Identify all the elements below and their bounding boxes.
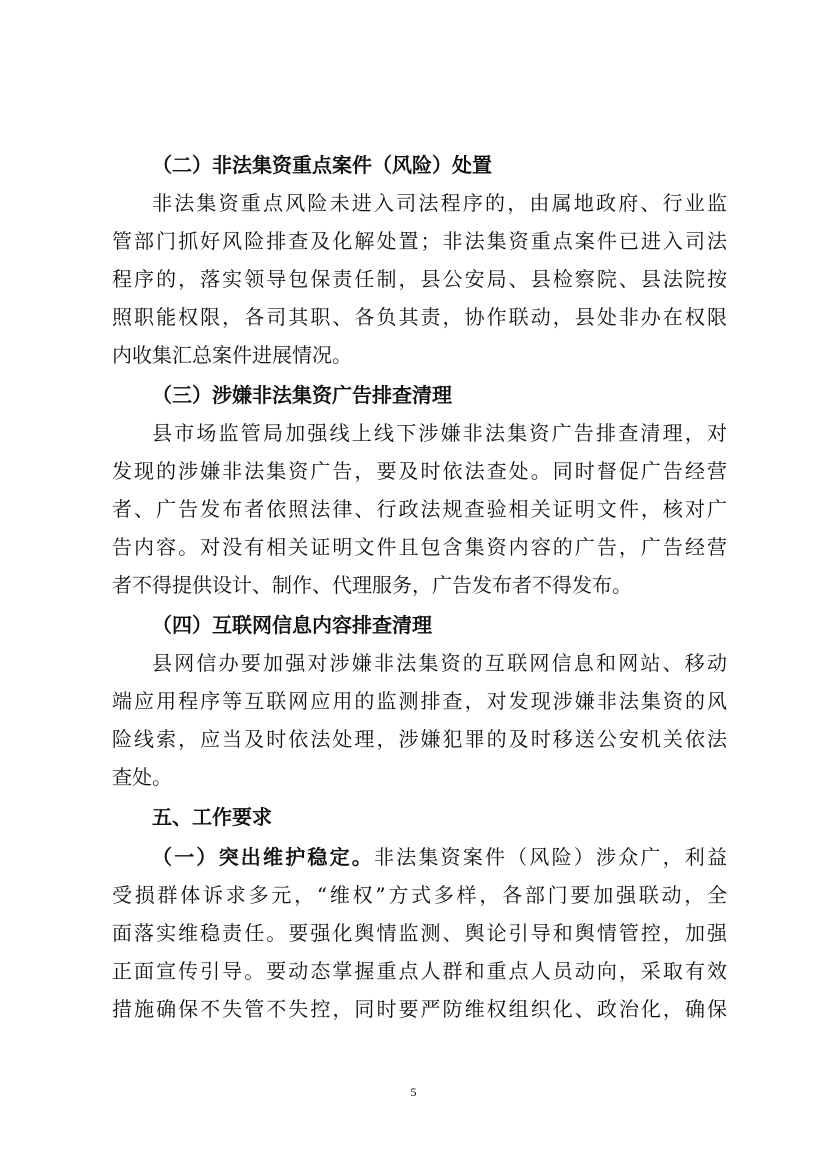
paragraph-line: 县网信办要加强对涉嫌非法集资的互联网信息和网站、移动 — [152, 651, 727, 675]
section-heading-3: （三）涉嫌非法集资广告排查清理 — [152, 383, 452, 407]
section-heading-2: （二）非法集资重点案件（风险）处置 — [152, 153, 492, 177]
paragraph-line: 受损群体诉求多元，“维权”方式多样，各部门要加强联动，全 — [112, 883, 727, 907]
paragraph-line: 端应用程序等互联网应用的监测排查，对发现涉嫌非法集资的风 — [112, 689, 727, 713]
paragraph-line: 内收集汇总案件进展情况。 — [112, 343, 352, 367]
paragraph-line: 发现的涉嫌非法集资广告，要及时依法查处。同时督促广告经营 — [112, 459, 727, 483]
paragraph-line: 者不得提供设计、制作、代理服务，广告发布者不得发布。 — [112, 573, 632, 597]
paragraph-line: 险线索，应当及时依法处理，涉嫌犯罪的及时移送公安机关依法 — [112, 727, 727, 751]
paragraph-line: 者、广告发布者依照法律、行政法规查验相关证明文件，核对广 — [112, 497, 727, 521]
lead-rest-text: 非法集资案件（风险）涉众广，利益 — [374, 845, 727, 869]
bold-lead-text: （一）突出维护稳定。 — [152, 845, 374, 869]
section-heading-4: （四）互联网信息内容排查清理 — [152, 613, 432, 637]
paragraph-line: 管部门抓好风险排查及化解处置；非法集资重点案件已进入司法 — [112, 229, 727, 253]
section-heading-5: 五、工作要求 — [152, 805, 272, 829]
paragraph-line: 正面宣传引导。要动态掌握重点人群和重点人员动向，采取有效 — [112, 959, 727, 983]
paragraph-line: 县市场监管局加强线上线下涉嫌非法集资广告排查清理，对 — [152, 421, 727, 445]
paragraph-line: 措施确保不失管不失控，同时要严防维权组织化、政治化，确保 — [112, 997, 727, 1021]
paragraph-line-with-bold-lead — [152, 839, 727, 875]
paragraph-line: 查处。 — [112, 765, 172, 789]
page-number: 5 — [410, 1085, 417, 1099]
paragraph-line: 照职能权限，各司其职、各负其责，协作联动，县处非办在权限 — [112, 305, 727, 329]
paragraph-line: 告内容。对没有相关证明文件且包含集资内容的广告，广告经营 — [112, 535, 727, 559]
paragraph-line: 程序的，落实领导包保责任制，县公安局、县检察院、县法院按 — [112, 267, 727, 291]
paragraph-line: 面落实维稳责任。要强化舆情监测、舆论引导和舆情管控，加强 — [112, 921, 727, 945]
paragraph-line: 非法集资重点风险未进入司法程序的，由属地政府、行业监 — [152, 191, 727, 215]
